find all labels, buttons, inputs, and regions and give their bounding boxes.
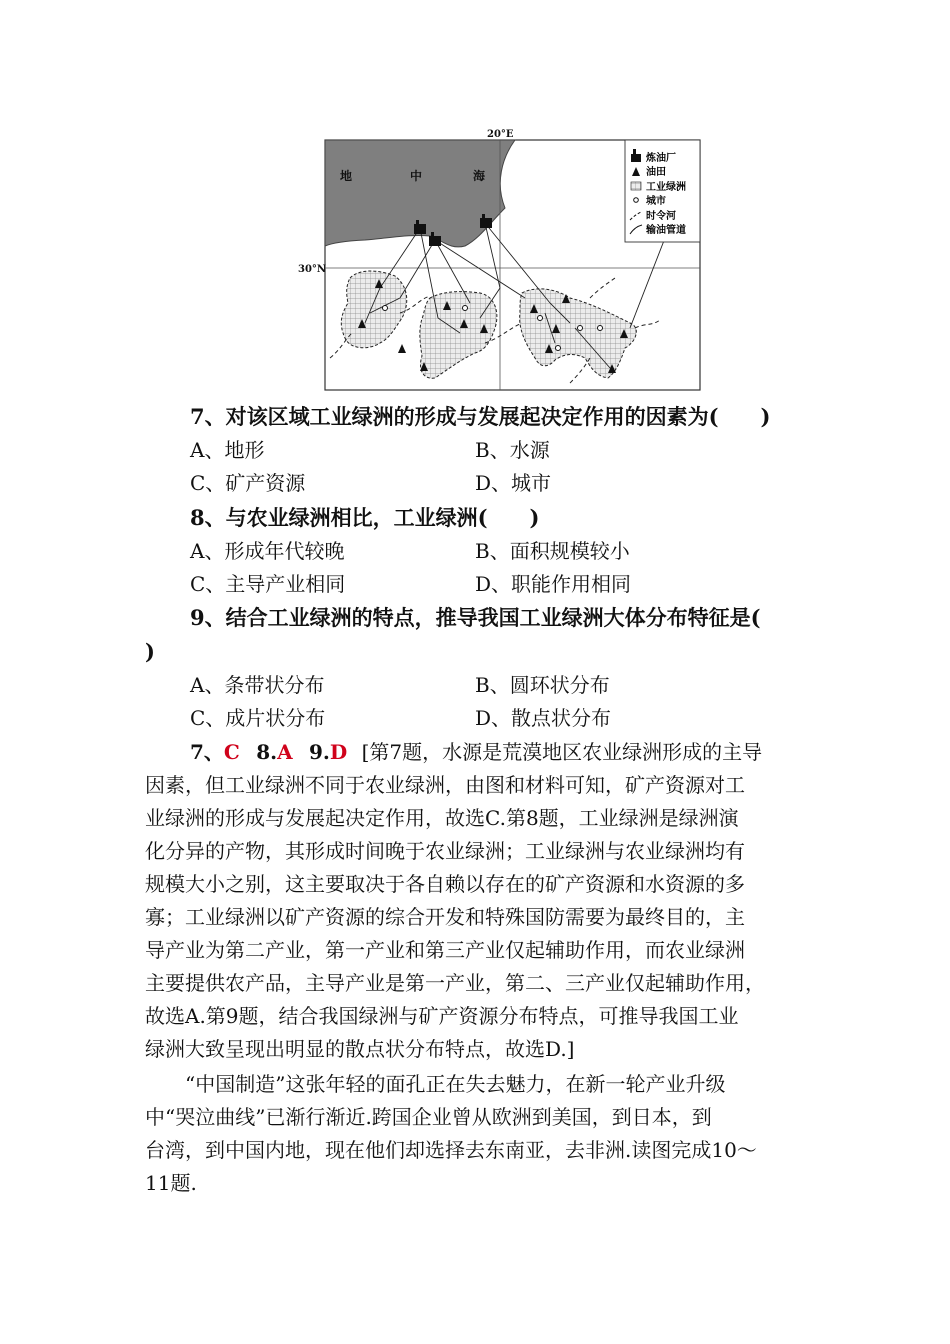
explanation-line-5: 规模大小之别，这主要取决于各自赖以存在的矿产资源和水资源的多 xyxy=(145,872,745,896)
intro-line-1: “中国制造”这张年轻的面孔正在失去魅力，在新一轮产业升级 xyxy=(185,1072,726,1096)
q9-option-d: D、散点状分布 xyxy=(475,706,612,730)
explanation-line-9: 故选A.第9题，结合我国绿洲与矿产资源分布特点，可推导我国工业 xyxy=(145,1004,739,1028)
legend-oasis: 工业绿洲 xyxy=(646,182,686,193)
q7-option-b: B、水源 xyxy=(475,438,550,462)
legend-refinery: 炼油厂 xyxy=(646,153,676,164)
legend-oil-field: 油田 xyxy=(646,167,666,178)
answer-9-key: D xyxy=(329,740,348,764)
question-9-stem-cont: ) xyxy=(145,639,155,664)
q9-option-c: C、成片状分布 xyxy=(190,706,326,730)
question-7-stem: 7、对该区域工业绿洲的形成与发展起决定作用的因素为( ) xyxy=(190,404,771,429)
legend-pipeline: 输油管道 xyxy=(646,225,686,236)
explanation-line-2: 因素，但工业绿洲不同于农业绿洲，由图和材料可知，矿产资源对工 xyxy=(145,773,745,797)
q7-option-a: A、地形 xyxy=(190,438,265,462)
map-legend xyxy=(625,140,700,242)
sea-label-3: 海 xyxy=(473,169,486,183)
legend-river: 时令河 xyxy=(646,211,676,222)
explanation-line-8: 主要提供农产品，主导产业是第一产业，第二、三产业仅起辅助作用， xyxy=(145,971,765,995)
sea-label-1: 地 xyxy=(340,169,353,183)
question-9-stem: 9、结合工业绿洲的特点，推导我国工业绿洲大体分布特征是( xyxy=(190,605,761,630)
oasis-icon xyxy=(631,182,641,190)
q8-option-c: C、主导产业相同 xyxy=(190,572,346,596)
question-8-stem: 8、与农业绿洲相比，工业绿洲( ) xyxy=(190,505,540,530)
oasis-map xyxy=(290,128,710,393)
legend-city: 城市 xyxy=(646,196,666,207)
intro-line-2: 中“哭泣曲线”已渐行渐近.跨国企业曾从欧洲到美国，到日本，到 xyxy=(145,1105,712,1129)
q7-option-d: D、城市 xyxy=(475,471,552,495)
answer-7-num: 7、 xyxy=(190,740,224,764)
answer-8-key: A xyxy=(277,740,293,764)
q7-option-c: C、矿产资源 xyxy=(190,471,306,495)
explanation-line-4: 化分异的产物，其形成时间晚于农业绿洲；工业绿洲与农业绿洲均有 xyxy=(145,839,745,863)
explanation-line-1: [第7题，水源是荒漠地区农业绿洲形成的主导 xyxy=(361,740,763,764)
answer-7-key: C xyxy=(223,740,240,764)
answer-8-num: 8. xyxy=(256,740,278,764)
intro-line-3: 台湾，到中国内地，现在他们却选择去东南亚，去非洲.读图完成10～ xyxy=(145,1138,757,1162)
lon-label: 20°E xyxy=(487,129,514,140)
answer-9-num: 9. xyxy=(308,740,330,764)
explanation-line-6: 寡；工业绿洲以矿产资源的综合开发和特殊国防需要为最终目的，主 xyxy=(145,905,745,929)
explanation-line-10: 绿洲大致呈现出明显的散点状分布特点，故选D.] xyxy=(145,1037,575,1061)
q8-option-a: A、形成年代较晚 xyxy=(190,539,345,563)
explanation-line-7: 导产业为第二产业，第一产业和第三产业仅起辅助作用，而农业绿洲 xyxy=(145,938,745,962)
intro-line-4: 11题. xyxy=(145,1171,197,1195)
q9-option-a: A、条带状分布 xyxy=(190,673,325,697)
q8-option-b: B、面积规模较小 xyxy=(475,539,630,563)
explanation-line-3: 业绿洲的形成与发展起决定作用，故选C.第8题，工业绿洲是绿洲演 xyxy=(145,806,739,830)
lat-label: 30°N xyxy=(298,264,327,275)
q9-option-b: B、圆环状分布 xyxy=(475,673,610,697)
city-icon xyxy=(634,198,639,203)
q8-option-d: D、职能作用相同 xyxy=(475,572,632,596)
sea-label-2: 中 xyxy=(410,169,423,183)
answer-first-line xyxy=(190,736,762,769)
